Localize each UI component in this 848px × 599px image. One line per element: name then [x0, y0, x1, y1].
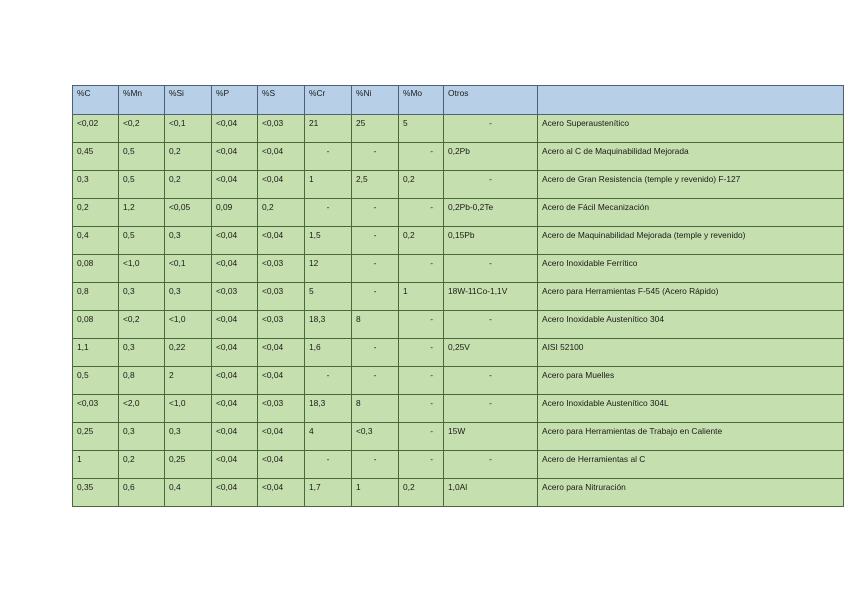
- cell-others: -: [444, 311, 538, 339]
- cell-silicon: <1,0: [165, 311, 212, 339]
- cell-chromium: -: [305, 143, 352, 171]
- cell-sulfur: 0,2: [258, 199, 305, 227]
- cell-phosphorus: <0,04: [212, 143, 258, 171]
- cell-manganese: 0,2: [119, 451, 165, 479]
- table-row: [73, 255, 844, 283]
- table-row: [73, 395, 844, 423]
- cell-nickel: 1: [352, 479, 399, 507]
- cell-molybdenum: -: [399, 143, 444, 171]
- cell-nickel: <0,3: [352, 423, 399, 451]
- cell-chromium: -: [305, 451, 352, 479]
- cell-chromium: 4: [305, 423, 352, 451]
- cell-description: Acero de Fácil Mecanización: [538, 199, 844, 227]
- cell-molybdenum: -: [399, 367, 444, 395]
- cell-silicon: 0,2: [165, 143, 212, 171]
- table-row: [73, 423, 844, 451]
- cell-phosphorus: <0,04: [212, 339, 258, 367]
- cell-silicon: 0,22: [165, 339, 212, 367]
- cell-phosphorus: <0,03: [212, 283, 258, 311]
- cell-carbon: <0,02: [73, 115, 119, 143]
- cell-molybdenum: 0,2: [399, 479, 444, 507]
- cell-manganese: 0,8: [119, 367, 165, 395]
- table-row: [73, 367, 844, 395]
- cell-carbon: 0,08: [73, 255, 119, 283]
- table-row: [73, 311, 844, 339]
- cell-nickel: 25: [352, 115, 399, 143]
- cell-chromium: 18,3: [305, 311, 352, 339]
- header-manganese: %Mn: [119, 86, 165, 115]
- cell-carbon: 0,08: [73, 311, 119, 339]
- table-row: [73, 283, 844, 311]
- cell-carbon: <0,03: [73, 395, 119, 423]
- cell-carbon: 0,35: [73, 479, 119, 507]
- cell-nickel: 2,5: [352, 171, 399, 199]
- cell-phosphorus: <0,04: [212, 171, 258, 199]
- cell-others: -: [444, 367, 538, 395]
- steel-composition-sheet: [72, 85, 844, 507]
- cell-description: Acero para Herramientas de Trabajo en Caliente: [538, 423, 844, 451]
- cell-molybdenum: 0,2: [399, 227, 444, 255]
- cell-nickel: -: [352, 255, 399, 283]
- cell-phosphorus: <0,04: [212, 115, 258, 143]
- cell-description: Acero Inoxidable Austenítico 304: [538, 311, 844, 339]
- cell-description: Acero Inoxidable Ferrítico: [538, 255, 844, 283]
- cell-silicon: <0,1: [165, 255, 212, 283]
- cell-sulfur: <0,04: [258, 479, 305, 507]
- cell-manganese: <1,0: [119, 255, 165, 283]
- cell-silicon: <0,05: [165, 199, 212, 227]
- steel-composition-table: [72, 85, 844, 507]
- cell-nickel: 8: [352, 311, 399, 339]
- cell-others: 0,2Pb-0,2Te: [444, 199, 538, 227]
- cell-manganese: 0,3: [119, 423, 165, 451]
- cell-nickel: 8: [352, 395, 399, 423]
- cell-sulfur: <0,03: [258, 395, 305, 423]
- cell-description: Acero Superaustenítico: [538, 115, 844, 143]
- cell-sulfur: <0,04: [258, 451, 305, 479]
- cell-others: -: [444, 451, 538, 479]
- cell-carbon: 0,45: [73, 143, 119, 171]
- header-others: Otros: [444, 86, 538, 115]
- cell-carbon: 1,1: [73, 339, 119, 367]
- cell-carbon: 0,5: [73, 367, 119, 395]
- cell-manganese: <0,2: [119, 115, 165, 143]
- cell-phosphorus: <0,04: [212, 479, 258, 507]
- cell-description: Acero al C de Maquinabilidad Mejorada: [538, 143, 844, 171]
- cell-phosphorus: <0,04: [212, 423, 258, 451]
- header-phosphorus: %P: [212, 86, 258, 115]
- table-row: [73, 115, 844, 143]
- cell-molybdenum: 5: [399, 115, 444, 143]
- cell-sulfur: <0,03: [258, 283, 305, 311]
- cell-chromium: 21: [305, 115, 352, 143]
- cell-molybdenum: -: [399, 339, 444, 367]
- cell-nickel: -: [352, 367, 399, 395]
- cell-manganese: <0,2: [119, 311, 165, 339]
- cell-nickel: -: [352, 143, 399, 171]
- table-row: [73, 479, 844, 507]
- cell-chromium: 1,6: [305, 339, 352, 367]
- cell-manganese: 0,6: [119, 479, 165, 507]
- cell-molybdenum: -: [399, 255, 444, 283]
- header-sulfur: %S: [258, 86, 305, 115]
- cell-manganese: 0,5: [119, 143, 165, 171]
- cell-others: -: [444, 395, 538, 423]
- cell-others: -: [444, 171, 538, 199]
- cell-chromium: -: [305, 367, 352, 395]
- cell-molybdenum: -: [399, 423, 444, 451]
- cell-nickel: -: [352, 451, 399, 479]
- cell-sulfur: <0,04: [258, 227, 305, 255]
- cell-silicon: 0,3: [165, 423, 212, 451]
- cell-chromium: -: [305, 199, 352, 227]
- table-row: [73, 227, 844, 255]
- table-row: [73, 451, 844, 479]
- cell-carbon: 0,8: [73, 283, 119, 311]
- cell-phosphorus: <0,04: [212, 311, 258, 339]
- cell-others: 0,2Pb: [444, 143, 538, 171]
- cell-molybdenum: 0,2: [399, 171, 444, 199]
- cell-nickel: -: [352, 227, 399, 255]
- cell-manganese: 1,2: [119, 199, 165, 227]
- cell-sulfur: <0,04: [258, 339, 305, 367]
- cell-silicon: 0,3: [165, 283, 212, 311]
- cell-description: Acero Inoxidable Austenítico 304L: [538, 395, 844, 423]
- cell-description: Acero de Maquinabilidad Mejorada (temple y revenido): [538, 227, 844, 255]
- cell-phosphorus: <0,04: [212, 227, 258, 255]
- cell-phosphorus: <0,04: [212, 255, 258, 283]
- cell-sulfur: <0,04: [258, 367, 305, 395]
- header-chromium: %Cr: [305, 86, 352, 115]
- header-molybdenum: %Mo: [399, 86, 444, 115]
- cell-molybdenum: -: [399, 199, 444, 227]
- cell-others: -: [444, 255, 538, 283]
- cell-silicon: 0,3: [165, 227, 212, 255]
- cell-chromium: 12: [305, 255, 352, 283]
- cell-carbon: 0,25: [73, 423, 119, 451]
- cell-description: Acero para Herramientas F-545 (Acero Rápido): [538, 283, 844, 311]
- cell-molybdenum: -: [399, 395, 444, 423]
- header-carbon: %C: [73, 86, 119, 115]
- cell-sulfur: <0,04: [258, 171, 305, 199]
- cell-silicon: 0,2: [165, 171, 212, 199]
- cell-chromium: 18,3: [305, 395, 352, 423]
- cell-molybdenum: 1: [399, 283, 444, 311]
- cell-sulfur: <0,04: [258, 423, 305, 451]
- cell-description: AISI 52100: [538, 339, 844, 367]
- cell-carbon: 0,3: [73, 171, 119, 199]
- cell-manganese: 0,3: [119, 339, 165, 367]
- cell-carbon: 1: [73, 451, 119, 479]
- cell-nickel: -: [352, 199, 399, 227]
- cell-chromium: 1: [305, 171, 352, 199]
- cell-phosphorus: <0,04: [212, 451, 258, 479]
- cell-chromium: 1,5: [305, 227, 352, 255]
- cell-carbon: 0,4: [73, 227, 119, 255]
- cell-description: Acero para Nitruración: [538, 479, 844, 507]
- cell-nickel: -: [352, 283, 399, 311]
- header-description: [538, 86, 844, 115]
- table-row: [73, 143, 844, 171]
- cell-sulfur: <0,03: [258, 115, 305, 143]
- cell-phosphorus: <0,04: [212, 367, 258, 395]
- header-silicon: %Si: [165, 86, 212, 115]
- cell-nickel: -: [352, 339, 399, 367]
- table-row: [73, 339, 844, 367]
- table-header: [73, 86, 844, 115]
- header-row: [73, 86, 844, 115]
- cell-chromium: 5: [305, 283, 352, 311]
- cell-others: -: [444, 115, 538, 143]
- header-nickel: %Ni: [352, 86, 399, 115]
- cell-others: 18W-11Co-1,1V: [444, 283, 538, 311]
- cell-description: Acero de Gran Resistencia (temple y revenido) F-127: [538, 171, 844, 199]
- cell-chromium: 1,7: [305, 479, 352, 507]
- cell-others: 1,0Al: [444, 479, 538, 507]
- cell-phosphorus: <0,04: [212, 395, 258, 423]
- cell-sulfur: <0,03: [258, 311, 305, 339]
- cell-others: 15W: [444, 423, 538, 451]
- cell-silicon: 0,4: [165, 479, 212, 507]
- cell-others: 0,15Pb: [444, 227, 538, 255]
- table-row: [73, 199, 844, 227]
- cell-molybdenum: -: [399, 451, 444, 479]
- cell-sulfur: <0,03: [258, 255, 305, 283]
- cell-description: Acero para Muelles: [538, 367, 844, 395]
- cell-manganese: 0,5: [119, 171, 165, 199]
- table-row: [73, 171, 844, 199]
- table-body: [73, 115, 844, 507]
- cell-silicon: <0,1: [165, 115, 212, 143]
- cell-manganese: 0,3: [119, 283, 165, 311]
- cell-sulfur: <0,04: [258, 143, 305, 171]
- cell-phosphorus: 0,09: [212, 199, 258, 227]
- cell-silicon: 0,25: [165, 451, 212, 479]
- cell-description: Acero de Herramientas al C: [538, 451, 844, 479]
- cell-carbon: 0,2: [73, 199, 119, 227]
- cell-manganese: <2,0: [119, 395, 165, 423]
- cell-manganese: 0,5: [119, 227, 165, 255]
- cell-others: 0,25V: [444, 339, 538, 367]
- cell-molybdenum: -: [399, 311, 444, 339]
- cell-silicon: <1,0: [165, 395, 212, 423]
- cell-silicon: 2: [165, 367, 212, 395]
